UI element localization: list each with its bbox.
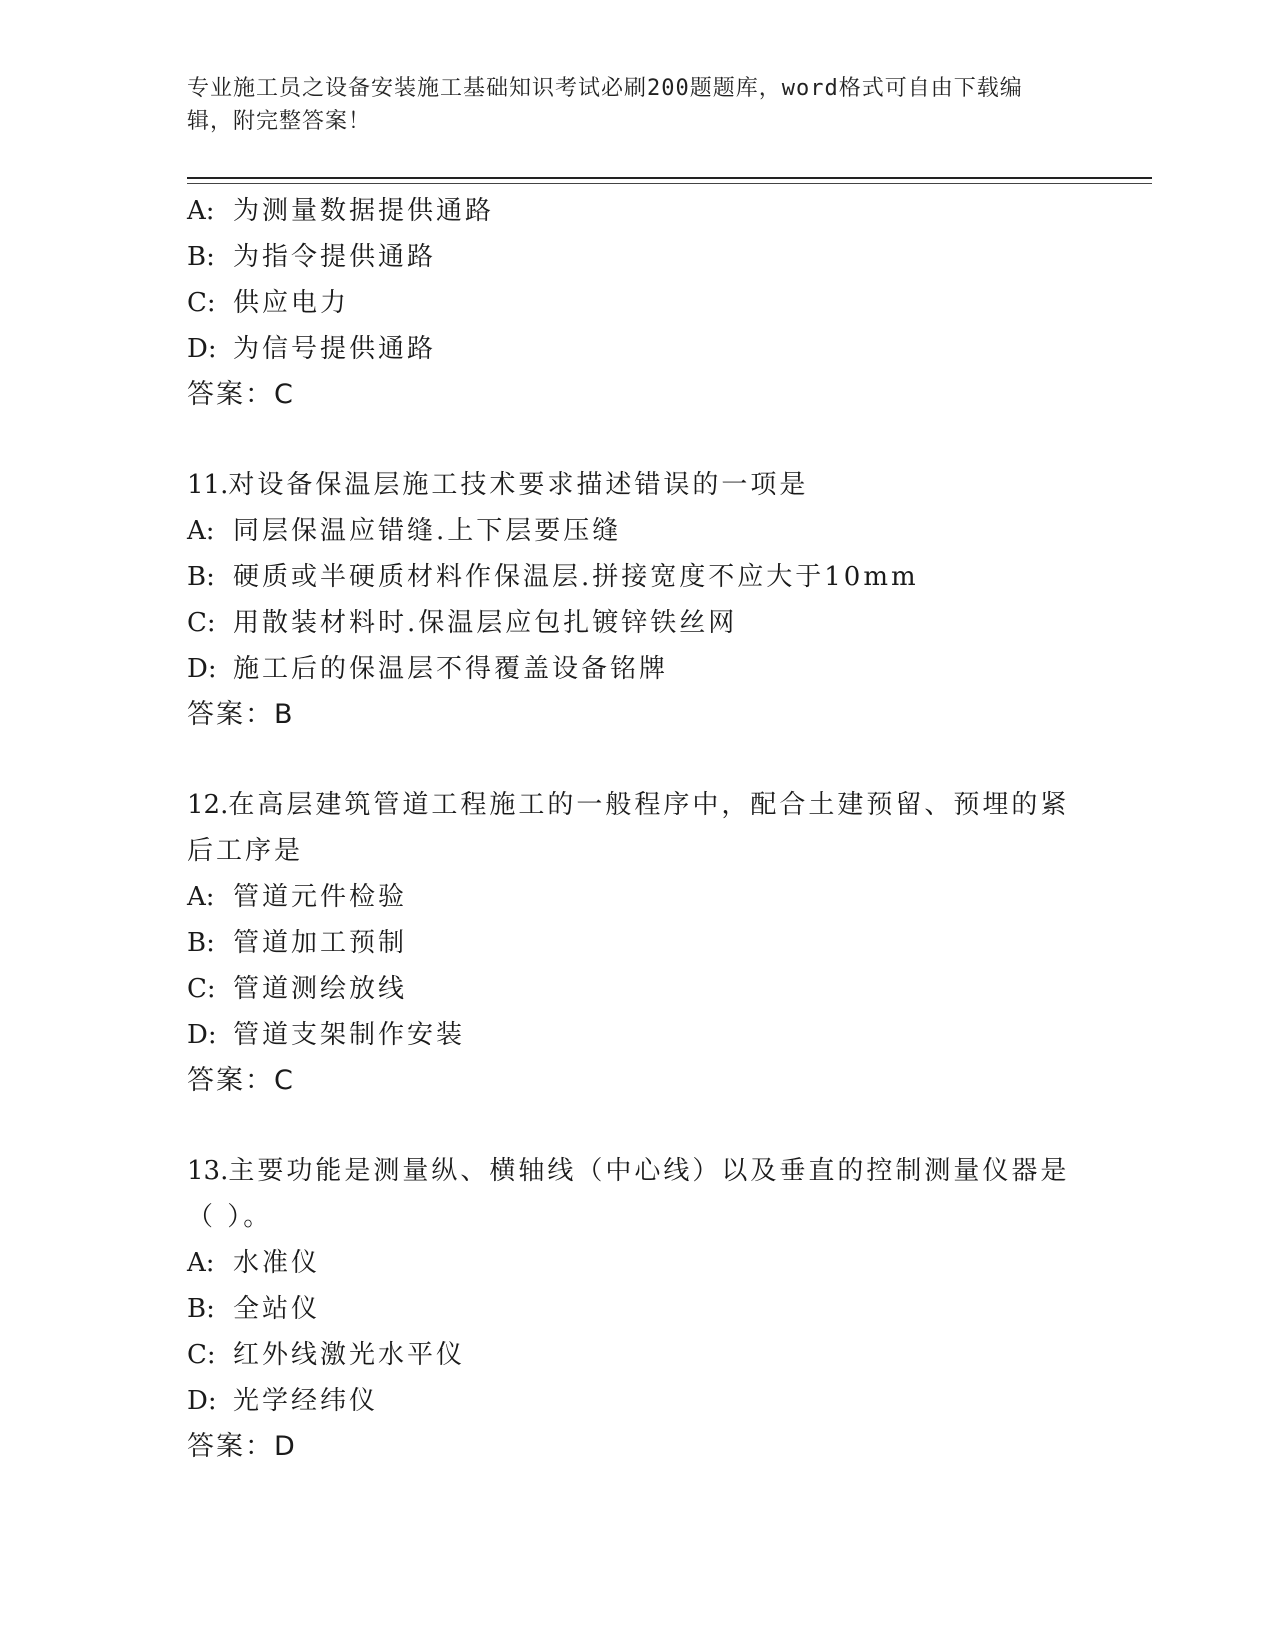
option-c (187, 280, 1087, 326)
answer-line: 答案：D (187, 1431, 297, 1462)
question-number: 12. (187, 790, 229, 820)
option-letter: C: (187, 608, 216, 638)
option-c (187, 966, 1087, 1012)
option-letter: B: (187, 242, 215, 272)
option-text: 管道测绘放线 (233, 974, 408, 1004)
option-letter: A: (187, 1248, 215, 1278)
option-letter: A: (187, 196, 215, 226)
option-letter: A: (187, 882, 215, 912)
question-stem (187, 1148, 1087, 1240)
option-b (187, 234, 1087, 280)
prev-question-block (187, 188, 1087, 418)
question-gap (187, 1104, 1087, 1148)
question-number: 11. (187, 470, 229, 500)
option-letter: D: (187, 1020, 217, 1050)
option-text: 用散装材料时.保温层应包扎镀锌铁丝网 (233, 608, 738, 638)
question-12 (187, 782, 1087, 1104)
question-text: 对设备保温层施工技术要求描述错误的一项是 (228, 470, 809, 500)
option-text: 水准仪 (233, 1248, 321, 1278)
option-letter: C: (187, 974, 216, 1004)
option-a (187, 188, 1087, 234)
option-text: 硬质或半硬质材料作保温层.拼接宽度不应大于10mm (233, 562, 919, 592)
option-b (187, 1286, 1087, 1332)
answer-line: 答案：B (187, 699, 295, 730)
option-text: 同层保温应错缝.上下层要压缝 (233, 516, 622, 546)
option-a (187, 508, 1087, 554)
option-d (187, 326, 1087, 372)
option-a (187, 874, 1087, 920)
option-text: 管道支架制作安装 (233, 1020, 466, 1050)
header-rule-thin (187, 183, 1152, 184)
option-letter: B: (187, 1294, 215, 1324)
option-letter: D: (187, 1386, 217, 1416)
question-11 (187, 462, 1087, 738)
option-d (187, 1012, 1087, 1058)
option-letter: A: (187, 516, 215, 546)
question-13 (187, 1148, 1087, 1470)
question-gap (187, 738, 1087, 782)
option-text: 施工后的保温层不得覆盖设备铭牌 (233, 654, 669, 684)
answer-line: 答案：C (187, 379, 295, 410)
option-text: 为信号提供通路 (233, 334, 437, 364)
option-text: 供应电力 (233, 288, 350, 318)
option-text: 为指令提供通路 (233, 242, 437, 272)
header-rule-thick (187, 177, 1152, 179)
question-number: 13. (187, 1156, 229, 1186)
option-letter: B: (187, 562, 215, 592)
option-b (187, 554, 1087, 600)
option-text: 光学经纬仪 (233, 1386, 379, 1416)
option-c (187, 1332, 1087, 1378)
question-content (187, 188, 1087, 1470)
question-stem (187, 782, 1087, 874)
option-text: 为测量数据提供通路 (233, 196, 495, 226)
option-text: 管道元件检验 (233, 882, 408, 912)
option-text: 全站仪 (233, 1294, 321, 1324)
option-d (187, 646, 1087, 692)
question-text: 主要功能是测量纵、横轴线（中心线）以及垂直的控制测量仪器是（ ）。 (187, 1156, 1070, 1232)
document-header: 专业施工员之设备安装施工基础知识考试必刷200题题库，word格式可自由下载编辑，附完整答案！ (187, 76, 1023, 134)
option-text: 红外线激光水平仪 (233, 1340, 466, 1370)
option-a (187, 1240, 1087, 1286)
option-d (187, 1378, 1087, 1424)
option-letter: C: (187, 1340, 216, 1370)
option-letter: D: (187, 334, 217, 364)
option-text: 管道加工预制 (233, 928, 408, 958)
question-stem (187, 462, 1087, 508)
option-letter: D: (187, 654, 217, 684)
option-b (187, 920, 1087, 966)
question-gap (187, 418, 1087, 462)
option-letter: C: (187, 288, 216, 318)
question-text: 在高层建筑管道工程施工的一般程序中，配合土建预留、预埋的紧后工序是 (187, 790, 1070, 866)
option-c (187, 600, 1087, 646)
answer-line: 答案：C (187, 1065, 295, 1096)
option-letter: B: (187, 928, 215, 958)
